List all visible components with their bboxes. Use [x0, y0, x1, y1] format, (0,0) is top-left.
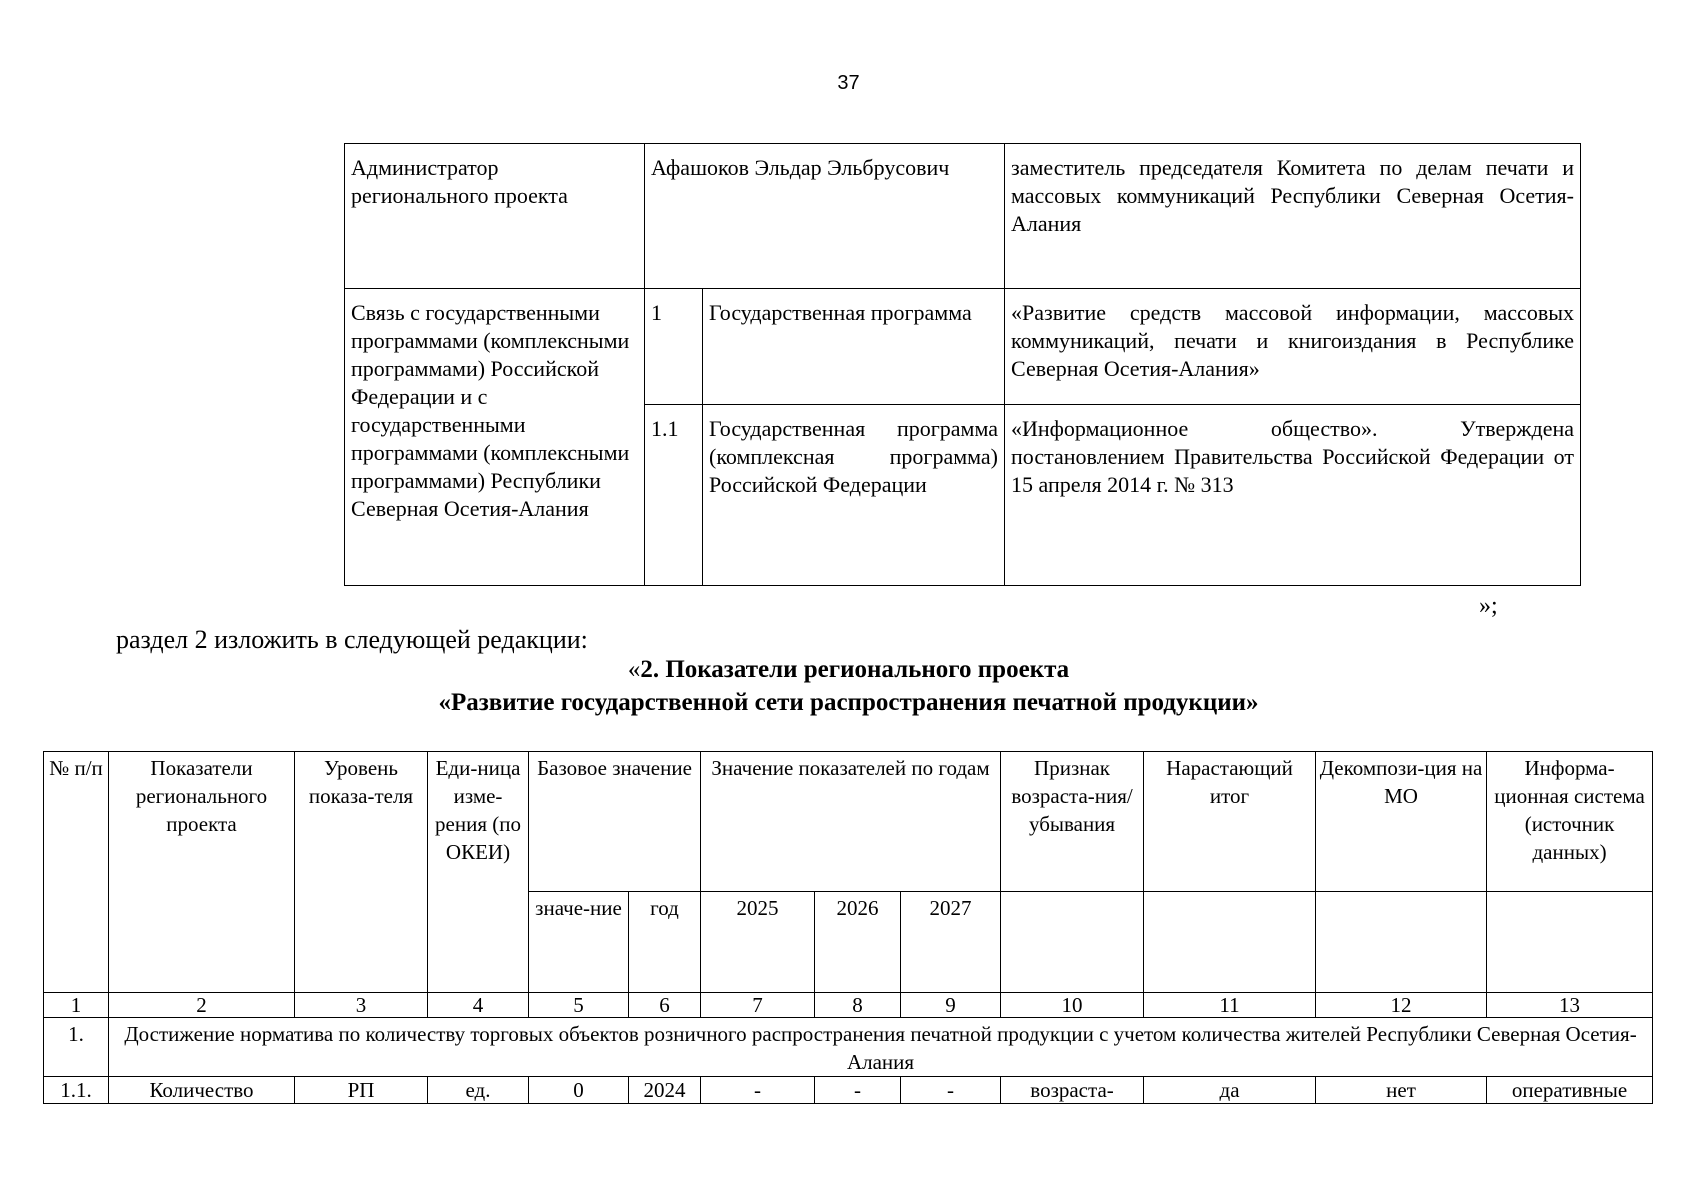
section-heading-line-2: «Развитие государственной сети распространения печатной продукции»: [438, 689, 1259, 716]
column-number: 6: [629, 993, 701, 1018]
program-row: [345, 289, 1581, 405]
program-type: Государственная программа: [703, 289, 1005, 405]
header-base-value: значе-ние: [529, 892, 629, 993]
row-value-2026: -: [815, 1077, 901, 1104]
row-trend: возраста-: [1001, 1077, 1144, 1104]
row-info-system: оперативные: [1487, 1077, 1653, 1104]
program-type: Государственная программа (комплексная программа) Российской Федерации: [703, 405, 1005, 586]
table-row: [44, 1077, 1653, 1104]
column-number: 9: [901, 993, 1001, 1018]
program-description: «Информационное общество». Утверждена постановлением Правительства Российской Федерации от 15 апреля 2014 г. № 313: [1005, 405, 1581, 586]
header-trend-empty: [1001, 892, 1144, 993]
section-title: Достижение норматива по количеству торговых объектов розничного распространения печатной продукции с учетом количества жителей Республики Северная Осетия-Алания: [109, 1018, 1653, 1077]
amendment-intro-text: раздел 2 изложить в следующей редакции:: [116, 625, 588, 654]
column-number: 11: [1144, 993, 1316, 1018]
header-cumulative-empty: [1144, 892, 1316, 993]
closing-quote-mark: »;: [1479, 593, 1498, 619]
section-heading-line-1: [0, 656, 1697, 684]
table-header-row: [44, 752, 1653, 892]
administrator-row: [345, 144, 1581, 289]
header-trend: Признак возраста-ния/ убывания: [1001, 752, 1144, 892]
column-number: 13: [1487, 993, 1653, 1018]
program-number: 1.1: [645, 405, 703, 586]
row-num: 1.1.: [44, 1077, 109, 1104]
header-year-2025: 2025: [701, 892, 815, 993]
header-values-by-year: Значение показателей по годам: [701, 752, 1001, 892]
administrator-position: заместитель председателя Комитета по делам печати и массовых коммуникаций Республики Северная Осетия-Алания: [1005, 144, 1581, 289]
header-unit: Еди-ница изме-рения (по ОКЕИ): [428, 752, 529, 993]
program-number: 1: [645, 289, 703, 405]
column-number: 8: [815, 993, 901, 1018]
header-base: Базовое значение: [529, 752, 701, 892]
administrator-name: Афашоков Эльдар Эльбрусович: [645, 144, 1005, 289]
row-indicator: Количество: [109, 1077, 295, 1104]
column-number: 5: [529, 993, 629, 1018]
row-base-value: 0: [529, 1077, 629, 1104]
administrator-label: Администратор регионального проекта: [345, 144, 645, 289]
header-indicators: Показатели регионального проекта: [109, 752, 295, 993]
row-decomposition: нет: [1316, 1077, 1487, 1104]
row-level: РП: [295, 1077, 428, 1104]
page-number: 37: [837, 72, 860, 94]
indicators-table: [43, 751, 1653, 1104]
section-heading-text: 2. Показатели регионального проекта: [640, 656, 1070, 683]
column-number: 12: [1316, 993, 1487, 1018]
header-base-year: год: [629, 892, 701, 993]
section-number: 1.: [44, 1018, 109, 1077]
header-info-system: Информа-ционная система (источник данных): [1487, 752, 1653, 892]
column-number: 4: [428, 993, 529, 1018]
header-info-system-empty: [1487, 892, 1653, 993]
column-number: 3: [295, 993, 428, 1018]
header-year-2027: 2027: [901, 892, 1001, 993]
column-number: 2: [109, 993, 295, 1018]
column-number: 10: [1001, 993, 1144, 1018]
header-cumulative: Нарастающий итог: [1144, 752, 1316, 892]
header-num: № п/п: [44, 752, 109, 993]
opening-quote-mark: «: [627, 656, 641, 683]
header-decomposition-empty: [1316, 892, 1487, 993]
program-link-label: Связь с государственными программами (комплексными программами) Российской Федерации и с государственными программами (комплексными программами) Республики Северная Осетия-Алания: [345, 289, 645, 586]
header-decomposition: Декомпози-ция на МО: [1316, 752, 1487, 892]
row-value-2025: -: [701, 1077, 815, 1104]
row-value-2027: -: [901, 1077, 1001, 1104]
section-row: [44, 1018, 1653, 1077]
column-numbers-row: [44, 993, 1653, 1018]
header-level: Уровень показа-теля: [295, 752, 428, 993]
project-passport-table: [344, 143, 1581, 586]
column-number: 7: [701, 993, 815, 1018]
row-unit: ед.: [428, 1077, 529, 1104]
row-base-year: 2024: [629, 1077, 701, 1104]
header-year-2026: 2026: [815, 892, 901, 993]
row-cumulative: да: [1144, 1077, 1316, 1104]
column-number: 1: [44, 993, 109, 1018]
program-description: «Развитие средств массовой информации, массовых коммуникаций, печати и книгоиздания в Республике Северная Осетия-Алания»: [1005, 289, 1581, 405]
